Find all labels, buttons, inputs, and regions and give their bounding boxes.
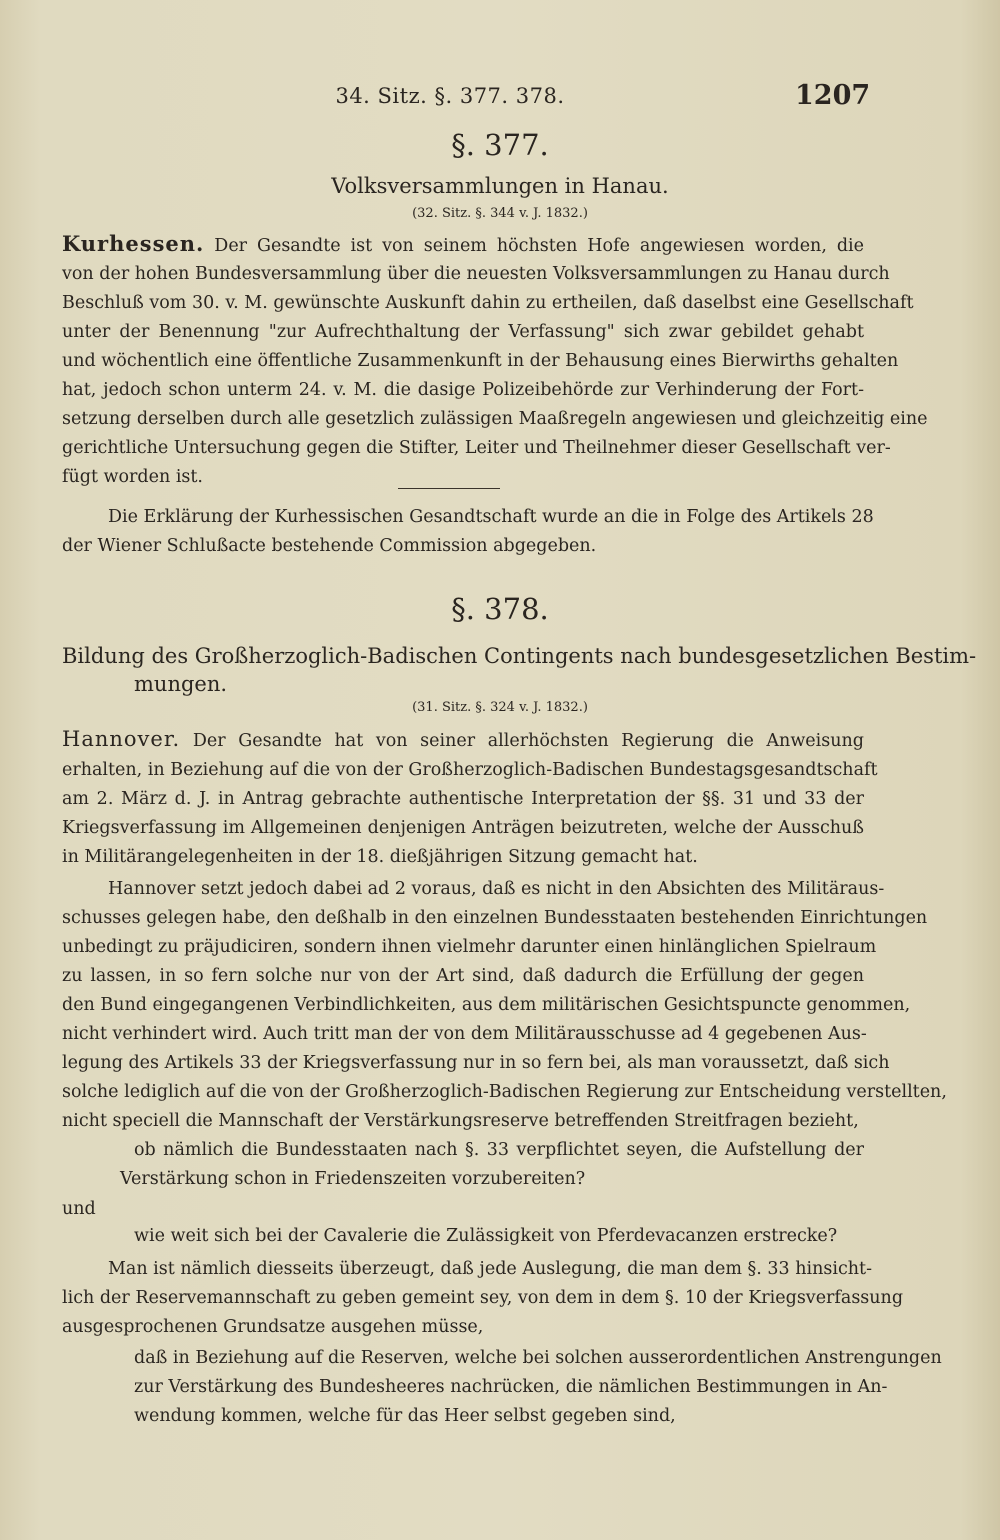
text-line: Man ist nämlich diesseits überzeugt, daß jede Auslegung, die man dem §. 33 hinsicht-: [108, 1259, 872, 1279]
section-divider: [398, 488, 500, 489]
text-line: zu lassen, in so fern solche nur von der Art sind, daß dadurch die Erfüllung der gegen: [62, 966, 864, 986]
text-line: fügt worden ist.: [62, 467, 203, 487]
text-line: hat, jedoch schon unterm 24. v. M. die dasige Polizeibehörde zur Verhinderung der Fort-: [62, 380, 864, 400]
text-line: Die Erklärung der Kurhessischen Gesandtschaft wurde an die in Folge des Artikels 28: [108, 507, 874, 527]
text-line: Beschluß vom 30. v. M. gewünschte Auskunft dahin zu ertheilen, daß daselbst eine Gesellschaft: [62, 293, 914, 313]
text-line: gerichtliche Untersuchung gegen die Stifter, Leiter und Theilnehmer dieser Gesellschaft ver-: [62, 438, 891, 458]
text-line: schusses gelegen habe, den deßhalb in den einzelnen Bundesstaaten bestehenden Einrichtungen: [62, 908, 928, 928]
text-line: und wöchentlich eine öffentliche Zusammenkunft in der Behausung eines Bierwirths gehalten: [62, 351, 899, 371]
page-number: 1207: [795, 80, 871, 111]
section-378-title-line: mungen.: [134, 672, 228, 696]
text-line: Hannover setzt jedoch dabei ad 2 voraus, daß es nicht in den Absichten des Militäraus-: [108, 879, 885, 899]
section-378-number: §. 378.: [451, 592, 549, 626]
text-line: nicht speciell die Mannschaft der Verstärkungsreserve betreffenden Streitfragen bezieht,: [62, 1111, 859, 1131]
quoted-line: ob nämlich die Bundesstaaten nach §. 33 verpflichtet seyen, die Aufstellung der: [134, 1140, 864, 1160]
text-line: den Bund eingegangenen Verbindlichkeiten, aus dem militärischen Gesichtspuncte genommen,: [62, 995, 911, 1015]
quoted-line: daß in Beziehung auf die Reserven, welche bei solchen ausserordentlichen Anstrengungen: [134, 1348, 942, 1368]
text-line: erhalten, in Beziehung auf die von der Großherzoglich-Badischen Bundestagsgesandtschaft: [62, 760, 878, 780]
text-line: solche lediglich auf die von der Großherzoglich-Badischen Regierung zur Entscheidung verstellten,: [62, 1082, 947, 1102]
quoted-line: Verstärkung schon in Friedenszeiten vorzubereiten?: [120, 1169, 586, 1189]
connector-word: und: [62, 1199, 96, 1219]
text-line: unbedingt zu präjudiciren, sondern ihnen vielmehr darunter einen hinlänglichen Spielraum: [62, 937, 877, 957]
text-line: nicht verhindert wird. Auch tritt man der von dem Militärausschusse ad 4 gegebenen Aus-: [62, 1024, 867, 1044]
quoted-line: wendung kommen, welche für das Heer selbst gegeben sind,: [134, 1406, 676, 1426]
text-line: der Wiener Schlußacte bestehende Commission abgegeben.: [62, 536, 597, 556]
quoted-line: zur Verstärkung des Bundesheeres nachrücken, die nämlichen Bestimmungen in An-: [134, 1377, 888, 1397]
quoted-line: wie weit sich bei der Cavalerie die Zulässigkeit von Pferdevacanzen erstrecke?: [134, 1226, 838, 1246]
text-line: ausgesprochenen Grundsatze ausgehen müsse,: [62, 1317, 484, 1337]
text-line: legung des Artikels 33 der Kriegsverfassung nur in so fern bei, als man voraussetzt, daß sich: [62, 1053, 890, 1073]
text-line: unter der Benennung "zur Aufrechthaltung der Verfassung" sich zwar gebildet gehabt: [62, 322, 864, 342]
text-line: von der hohen Bundesversammlung über die neuesten Volksversammlungen zu Hanau durch: [62, 264, 890, 284]
section-378-title-line: Bildung des Großherzoglich-Badischen Contingents nach bundesgesetzlichen Bestim-: [62, 644, 977, 668]
section-377-title: Volksversammlungen in Hanau.: [331, 174, 669, 198]
section-378-reference: (31. Sitz. §. 324 v. J. 1832.): [412, 700, 588, 715]
text-line: setzung derselben durch alle gesetzlich zulässigen Maaßregeln angewiesen und gleichzeitig eine: [62, 409, 928, 429]
section-377-reference: (32. Sitz. §. 344 v. J. 1832.): [412, 206, 588, 221]
text-line: Kurhessen. Der Gesandte ist von seinem höchsten Hofe angewiesen worden, die: [62, 231, 864, 256]
running-head: 34. Sitz. §. 377. 378.: [335, 84, 565, 108]
text-line: Kriegsverfassung im Allgemeinen denjenigen Anträgen beizutreten, welche der Ausschuß: [62, 818, 864, 838]
section-377-number: §. 377.: [451, 128, 549, 162]
text-line: am 2. März d. J. in Antrag gebrachte authentische Interpretation der §§. 31 und 33 der: [62, 789, 864, 809]
text-line: Hannover. Der Gesandte hat von seiner allerhöchsten Regierung die Anweisung: [62, 727, 864, 751]
speaker-hannover: Hannover.: [62, 727, 181, 751]
text-line: in Militärangelegenheiten in der 18. dießjährigen Sitzung gemacht hat.: [62, 847, 698, 867]
text-line: lich der Reservemannschaft zu geben gemeint sey, von dem in dem §. 10 der Kriegsverfassung: [62, 1288, 904, 1308]
speaker-kurhessen: Kurhessen.: [62, 231, 205, 256]
